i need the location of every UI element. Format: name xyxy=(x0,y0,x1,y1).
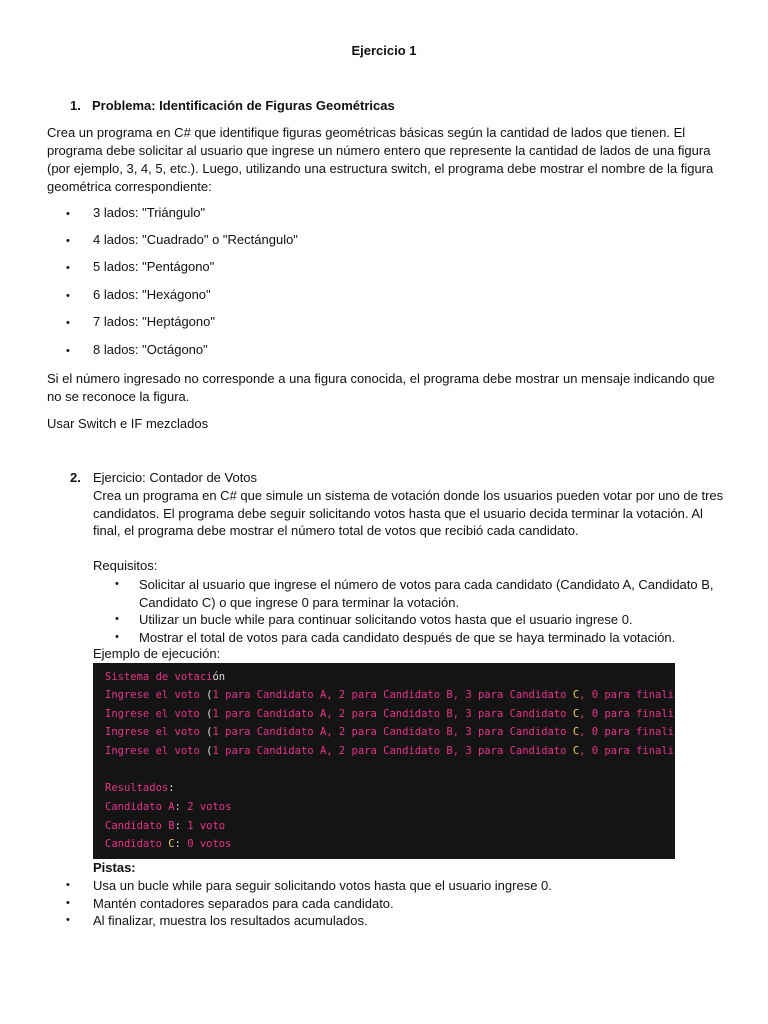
problem1-number: 1. xyxy=(70,98,81,113)
list-item-text: 3 lados: "Triángulo" xyxy=(93,205,206,220)
bullet-icon: • xyxy=(66,345,70,357)
list-item-text: Usa un bucle while para seguir solicitando votos hasta que el usuario ingrese 0. xyxy=(93,878,552,893)
bullet-icon: • xyxy=(66,208,70,220)
list-item-text: 8 lados: "Octágono" xyxy=(93,342,208,357)
console-line-prompt: Ingrese el voto (1 para Candidato A, 2 para Candidato B, 3 para Candidato C, 0 para finali xyxy=(105,745,674,757)
list-item-text: Mostrar el total de votos para cada candidato después de que se haya terminado la votación. xyxy=(139,629,676,645)
list-item xyxy=(93,611,723,629)
hints-label: Pistas: xyxy=(93,860,136,875)
console-line-prompt: Ingrese el voto (1 para Candidato A, 2 para Candidato B, 3 para Candidato C, 0 para finali xyxy=(105,726,674,738)
bullet-icon: • xyxy=(66,879,70,891)
problem2-heading: Ejercicio: Contador de Votos xyxy=(93,470,258,485)
list-item xyxy=(66,895,552,913)
example-label: Ejemplo de ejecución: xyxy=(93,646,221,661)
bullet-icon: • xyxy=(66,914,70,926)
console-line-prompt: Ingrese el voto (1 para Candidato A, 2 para Candidato B, 3 para Candidato C, 0 para finali xyxy=(105,689,674,701)
list-item xyxy=(93,576,723,611)
bullet-icon: • xyxy=(115,578,119,590)
bullet-icon: • xyxy=(66,317,70,329)
list-item-text: 4 lados: "Cuadrado" o "Rectángulo" xyxy=(93,232,298,247)
hints-list xyxy=(66,877,552,930)
console-line-result-b: Candidato B: 1 voto xyxy=(105,820,226,832)
console-line-result-c: Candidato C: 0 votos xyxy=(105,838,232,850)
console-line-result-a: Candidato A: 2 votos xyxy=(105,801,232,813)
bullet-icon: • xyxy=(115,630,119,643)
page-title: Ejercicio 1 xyxy=(351,43,417,58)
list-item xyxy=(66,232,298,247)
list-item-text: Solicitar al usuario que ingrese el número de votos para cada candidato (Candidato A, Candidato B, Candidato C) o que ingrese 0 para terminar la votación. xyxy=(139,577,714,610)
problem1-closing: Si el número ingresado no corresponde a una figura conocida, el programa debe mostrar un mensaje indicando que no se reconoce la figura. xyxy=(47,371,715,404)
bullet-icon: • xyxy=(66,235,70,247)
list-item xyxy=(93,629,723,647)
list-item xyxy=(66,342,208,357)
problem2-intro: Crea un programa en C# que simule un sistema de votación donde los usuarios pueden votar por uno de tres candidatos. El programa debe seguir solicitando votos hasta que el usuario decida terminar la votación. Al final, el programa debe mostrar el número total de votos que recibió cada candidato. xyxy=(93,488,724,538)
bullet-icon: • xyxy=(66,262,70,274)
list-item-text: 6 lados: "Hexágono" xyxy=(93,287,211,302)
problem1-note: Usar Switch e IF mezclados xyxy=(47,416,209,431)
list-item-text: 5 lados: "Pentágono" xyxy=(93,259,215,274)
list-item-text: Utilizar un bucle while para continuar solicitando votos hasta que el usuario ingrese 0. xyxy=(139,612,633,627)
bullet-icon: • xyxy=(66,896,70,909)
list-item xyxy=(66,314,215,329)
problem2-number: 2. xyxy=(70,470,81,485)
console-line-prompt: Ingrese el voto (1 para Candidato A, 2 para Candidato B, 3 para Candidato C, 0 para finali xyxy=(105,708,674,720)
problem1-intro: Crea un programa en C# que identifique figuras geométricas básicas según la cantidad de lados que tienen. El programa debe solicitar al usuario que ingrese un número entero que represente la cantidad de lados de una figura (por ejemplo, 3, 4, 5, etc.). Luego, utilizando una estructura switch, el programa debe mostrar el nombre de la figura geométrica correspondiente: xyxy=(47,125,714,194)
requirements-label: Requisitos: xyxy=(93,558,158,573)
console-line-title: Sistema de votación xyxy=(105,671,226,683)
bullet-icon: • xyxy=(115,613,119,625)
list-item xyxy=(66,877,552,895)
list-item-text: 7 lados: "Heptágono" xyxy=(93,314,215,329)
console-output-image xyxy=(93,663,675,859)
bullet-icon: • xyxy=(66,290,70,302)
list-item xyxy=(66,912,552,930)
list-item-text: Mantén contadores separados para cada candidato. xyxy=(93,895,394,911)
list-item-text: Al finalizar, muestra los resultados acumulados. xyxy=(93,913,368,928)
console-line-results: Resultados: xyxy=(105,782,175,794)
problem1-heading xyxy=(70,98,395,113)
list-item xyxy=(66,205,205,220)
requirements-list xyxy=(93,576,723,646)
list-item xyxy=(66,287,211,302)
problem1-heading-text: Problema: Identificación de Figuras Geométricas xyxy=(92,98,395,113)
list-item xyxy=(66,259,214,274)
